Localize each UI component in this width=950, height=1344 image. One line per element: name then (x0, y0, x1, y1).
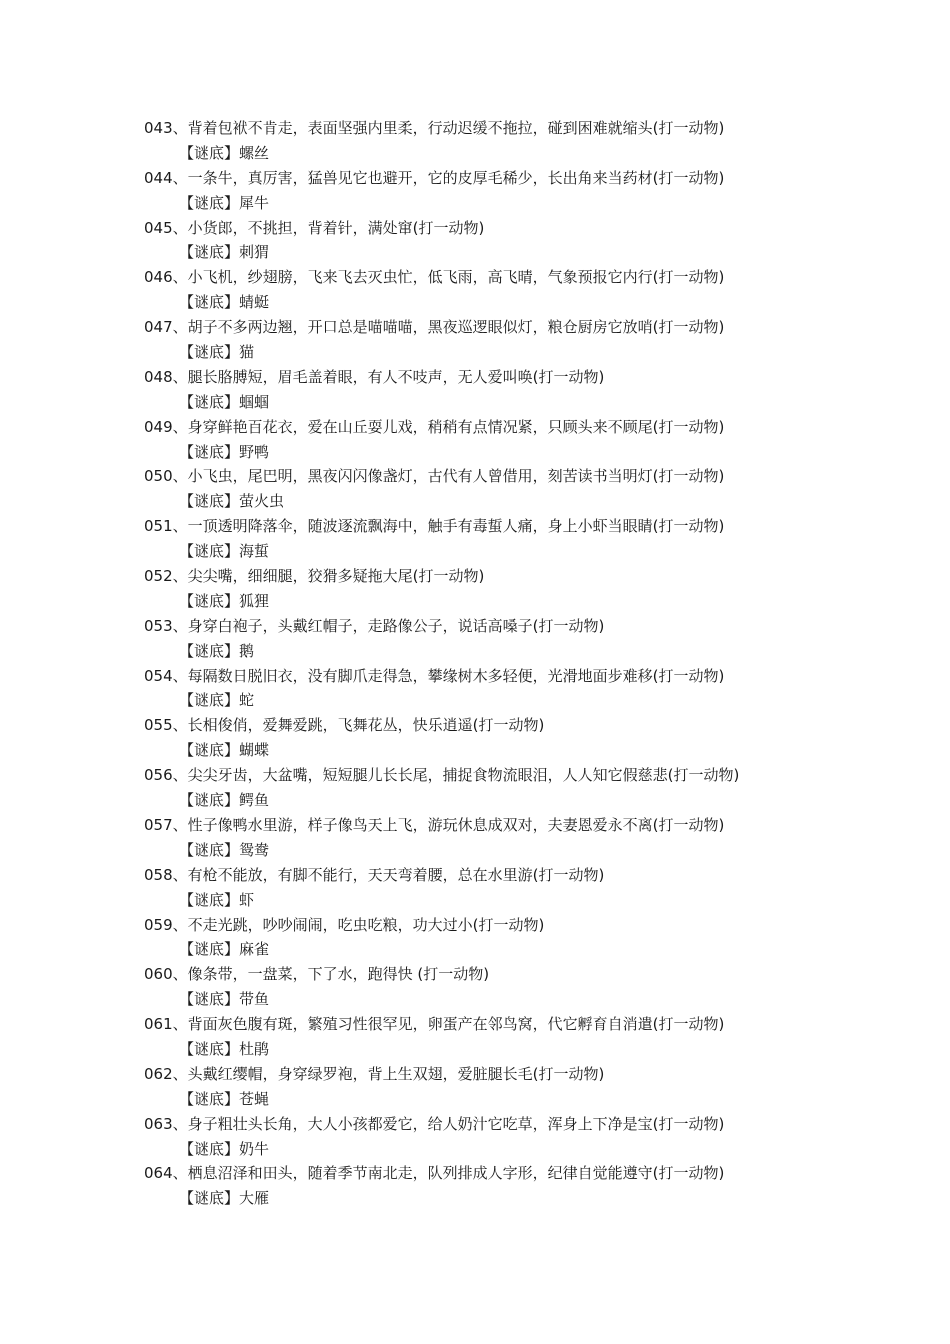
riddle-item (144, 763, 844, 813)
riddle-question-line (144, 564, 844, 589)
answer-text: 杜鹃 (239, 1039, 270, 1058)
riddle-item (144, 315, 844, 365)
riddle-answer-line (144, 589, 844, 614)
riddle-question-line (144, 664, 844, 689)
riddle-number-separator: 、 (172, 567, 188, 586)
riddle-answer-line (144, 738, 844, 763)
answer-text: 猫 (239, 343, 255, 362)
riddle-question-line (144, 962, 844, 987)
answer-text: 刺猬 (239, 243, 270, 262)
riddle-number-separator: 、 (172, 1164, 188, 1183)
riddle-question-line (144, 763, 844, 788)
riddle-question-text: 身穿白袍子，头戴红帽子，走路像公子，说话高嗓子(打一动物) (187, 616, 605, 635)
riddle-answer-line (144, 290, 844, 315)
riddle-item (144, 464, 844, 514)
answer-text: 狐狸 (239, 591, 270, 610)
riddle-item (144, 1012, 844, 1062)
answer-text: 奶牛 (239, 1139, 270, 1158)
riddle-question-text: 长相俊俏，爱舞爱跳，飞舞花丛，快乐逍遥(打一动物) (187, 716, 545, 735)
riddle-answer-line (144, 141, 844, 166)
riddle-answer-line (144, 888, 844, 913)
answer-text: 麻雀 (239, 940, 270, 959)
riddle-item (144, 1062, 844, 1112)
answer-label: 【谜底】 (179, 392, 240, 411)
riddle-number: 057 (144, 815, 173, 834)
riddle-number: 063 (144, 1114, 173, 1133)
riddle-question-text: 身子粗壮头长角，大人小孩都爱它，给人奶汁它吃草，浑身上下净是宝(打一动物) (187, 1114, 725, 1133)
riddle-answer-line (144, 838, 844, 863)
riddle-number: 056 (144, 766, 173, 785)
answer-label: 【谜底】 (179, 791, 240, 810)
answer-label: 【谜底】 (179, 442, 240, 461)
answer-text: 犀牛 (239, 193, 270, 212)
riddle-number-separator: 、 (172, 1114, 188, 1133)
riddle-question-text: 尖尖嘴，细细腿，狡猾多疑拖大尾(打一动物) (187, 567, 485, 586)
answer-text: 鸳鸯 (239, 840, 270, 859)
riddle-question-text: 身穿鲜艳百花衣，爱在山丘耍儿戏，稍稍有点情况紧，只顾头来不顾尾(打一动物) (187, 417, 725, 436)
answer-label: 【谜底】 (179, 1089, 240, 1108)
riddle-number: 044 (144, 168, 173, 187)
answer-label: 【谜底】 (179, 542, 240, 561)
riddle-question-text: 背着包袱不肯走，表面坚强内里柔，行动迟缓不拖拉，碰到困难就缩头(打一动物) (187, 119, 725, 137)
riddle-item (144, 116, 844, 166)
riddle-item (144, 415, 844, 465)
riddle-item (144, 514, 844, 564)
riddle-number-separator: 、 (172, 367, 188, 386)
riddle-question-text: 小飞机，纱翅膀，飞来飞去灭虫忙，低飞雨，高飞晴，气象预报它内行(打一动物) (187, 268, 725, 287)
riddle-question-line (144, 614, 844, 639)
riddle-number: 058 (144, 865, 173, 884)
riddle-item (144, 1161, 844, 1211)
riddle-number: 059 (144, 915, 173, 934)
riddle-number-separator: 、 (172, 517, 188, 536)
answer-text: 海蜇 (239, 542, 270, 561)
answer-text: 螺丝 (239, 143, 270, 162)
riddle-number: 045 (144, 218, 173, 237)
answer-text: 蛇 (239, 691, 255, 710)
answer-text: 蜻蜓 (239, 293, 270, 312)
riddle-item (144, 365, 844, 415)
answer-text: 蝴蝶 (239, 741, 270, 760)
answer-label: 【谜底】 (179, 741, 240, 760)
answer-label: 【谜底】 (179, 1189, 240, 1208)
riddle-answer-line (144, 1186, 844, 1211)
answer-text: 苍蝇 (239, 1089, 270, 1108)
riddle-item (144, 713, 844, 763)
answer-text: 大雁 (239, 1189, 270, 1208)
riddle-item (144, 813, 844, 863)
riddle-number-separator: 、 (172, 666, 188, 685)
answer-label: 【谜底】 (179, 343, 240, 362)
riddle-number-separator: 、 (172, 417, 188, 436)
riddle-item (144, 863, 844, 913)
riddle-question-text: 有枪不能放，有脚不能行，天天弯着腰，总在水里游(打一动物) (187, 865, 605, 884)
riddle-question-line (144, 166, 844, 191)
riddle-number-separator: 、 (172, 766, 188, 785)
riddle-number: 043 (144, 119, 173, 137)
riddle-question-line (144, 1062, 844, 1087)
riddle-question-line (144, 365, 844, 390)
answer-text: 蝈蝈 (239, 392, 270, 411)
riddle-question-text: 栖息沼泽和田头，随着季节南北走，队列排成人字形，纪律自觉能遵守(打一动物) (187, 1164, 725, 1183)
answer-label: 【谜底】 (179, 293, 240, 312)
riddle-question-line (144, 1112, 844, 1137)
riddle-list (144, 116, 844, 1211)
riddle-item (144, 265, 844, 315)
riddle-number: 052 (144, 567, 173, 586)
riddle-item (144, 564, 844, 614)
riddle-question-line (144, 415, 844, 440)
answer-label: 【谜底】 (179, 990, 240, 1009)
riddle-item (144, 962, 844, 1012)
riddle-answer-line (144, 539, 844, 564)
riddle-question-line (144, 116, 844, 141)
answer-text: 鹅 (239, 641, 255, 660)
riddle-answer-line (144, 191, 844, 216)
riddle-question-line (144, 713, 844, 738)
riddle-answer-line (144, 788, 844, 813)
riddle-number-separator: 、 (172, 318, 188, 337)
riddle-question-text: 小飞虫，尾巴明，黑夜闪闪像盏灯，古代有人曾借用，刻苦读书当明灯(打一动物) (187, 467, 725, 486)
riddle-item (144, 1112, 844, 1162)
answer-label: 【谜底】 (179, 840, 240, 859)
riddle-number: 064 (144, 1164, 173, 1183)
riddle-question-line (144, 1012, 844, 1037)
riddle-question-line (144, 216, 844, 241)
riddle-answer-line (144, 639, 844, 664)
riddle-answer-line (144, 987, 844, 1012)
riddle-answer-line (144, 440, 844, 465)
riddle-number-separator: 、 (172, 865, 188, 884)
riddle-answer-line (144, 340, 844, 365)
riddle-number-separator: 、 (172, 1015, 188, 1034)
riddle-question-line (144, 315, 844, 340)
riddle-question-text: 尖尖牙齿，大盆嘴，短短腿儿长长尾，捕捉食物流眼泪，人人知它假慈悲(打一动物) (187, 766, 740, 785)
riddle-question-line (144, 863, 844, 888)
answer-label: 【谜底】 (179, 890, 240, 909)
riddle-question-text: 每隔数日脱旧衣，没有脚爪走得急，攀缘树木多轻便，光滑地面步难移(打一动物) (187, 666, 725, 685)
riddle-question-text: 一顶透明降落伞，随波逐流飘海中，触手有毒蜇人痛，身上小虾当眼睛(打一动物) (187, 517, 725, 536)
riddle-number-separator: 、 (172, 915, 188, 934)
riddle-number: 053 (144, 616, 173, 635)
riddle-number-separator: 、 (172, 119, 188, 137)
riddle-number: 047 (144, 318, 173, 337)
answer-text: 野鸭 (239, 442, 270, 461)
riddle-number: 062 (144, 1064, 173, 1083)
answer-label: 【谜底】 (179, 143, 240, 162)
riddle-item (144, 216, 844, 266)
answer-text: 带鱼 (239, 990, 270, 1009)
riddle-number-separator: 、 (172, 218, 188, 237)
answer-text: 萤火虫 (239, 492, 285, 511)
riddle-question-line (144, 464, 844, 489)
riddle-question-text: 像条带，一盘菜，下了水，跑得快 (打一动物) (187, 965, 490, 984)
answer-label: 【谜底】 (179, 591, 240, 610)
answer-label: 【谜底】 (179, 940, 240, 959)
riddle-question-line (144, 514, 844, 539)
riddle-question-text: 胡子不多两边翘，开口总是喵喵喵，黑夜巡逻眼似灯，粮仓厨房它放哨(打一动物) (187, 318, 725, 337)
riddle-number: 055 (144, 716, 173, 735)
riddle-item (144, 913, 844, 963)
answer-label: 【谜底】 (179, 641, 240, 660)
riddle-question-line (144, 1161, 844, 1186)
riddle-answer-line (144, 390, 844, 415)
riddle-answer-line (144, 1087, 844, 1112)
riddle-answer-line (144, 1137, 844, 1162)
riddle-answer-line (144, 937, 844, 962)
riddle-number: 051 (144, 517, 173, 536)
riddle-number-separator: 、 (172, 168, 188, 187)
riddle-answer-line (144, 240, 844, 265)
riddle-number: 060 (144, 965, 173, 984)
riddle-answer-line (144, 1037, 844, 1062)
riddle-answer-line (144, 688, 844, 713)
riddle-number-separator: 、 (172, 815, 188, 834)
riddle-number: 048 (144, 367, 173, 386)
riddle-item (144, 614, 844, 664)
riddle-question-text: 性子像鸭水里游，样子像鸟天上飞，游玩休息成双对，夫妻恩爱永不离(打一动物) (187, 815, 725, 834)
riddle-number-separator: 、 (172, 268, 188, 287)
riddle-number-separator: 、 (172, 965, 188, 984)
riddle-number-separator: 、 (172, 1064, 188, 1083)
riddle-question-text: 一条牛，真厉害，猛兽见它也避开，它的皮厚毛稀少，长出角来当药材(打一动物) (187, 168, 725, 187)
answer-label: 【谜底】 (179, 691, 240, 710)
riddle-answer-line (144, 489, 844, 514)
riddle-item (144, 166, 844, 216)
riddle-question-text: 背面灰色腹有斑，繁殖习性很罕见，卵蛋产在邻鸟窝，代它孵育自消遣(打一动物) (187, 1015, 725, 1034)
riddle-number: 054 (144, 666, 173, 685)
riddle-number: 049 (144, 417, 173, 436)
riddle-number-separator: 、 (172, 616, 188, 635)
riddle-question-line (144, 265, 844, 290)
riddle-number: 046 (144, 268, 173, 287)
riddle-question-line (144, 913, 844, 938)
riddle-question-text: 不走光跳，吵吵闹闹，吃虫吃粮，功大过小(打一动物) (187, 915, 545, 934)
riddle-item (144, 664, 844, 714)
riddle-question-text: 腿长胳膊短，眉毛盖着眼，有人不吱声，无人爱叫唤(打一动物) (187, 367, 605, 386)
answer-text: 鳄鱼 (239, 791, 270, 810)
riddle-question-text: 小货郎，不挑担，背着针，满处窜(打一动物) (187, 218, 485, 237)
riddle-number: 050 (144, 467, 173, 486)
answer-text: 虾 (239, 890, 255, 909)
riddle-number-separator: 、 (172, 716, 188, 735)
riddle-number: 061 (144, 1015, 173, 1034)
answer-label: 【谜底】 (179, 193, 240, 212)
answer-label: 【谜底】 (179, 1039, 240, 1058)
answer-label: 【谜底】 (179, 492, 240, 511)
riddle-number-separator: 、 (172, 467, 188, 486)
answer-label: 【谜底】 (179, 243, 240, 262)
riddle-question-line (144, 813, 844, 838)
riddle-question-text: 头戴红缨帽，身穿绿罗袍，背上生双翅，爱脏腿长毛(打一动物) (187, 1064, 605, 1083)
answer-label: 【谜底】 (179, 1139, 240, 1158)
